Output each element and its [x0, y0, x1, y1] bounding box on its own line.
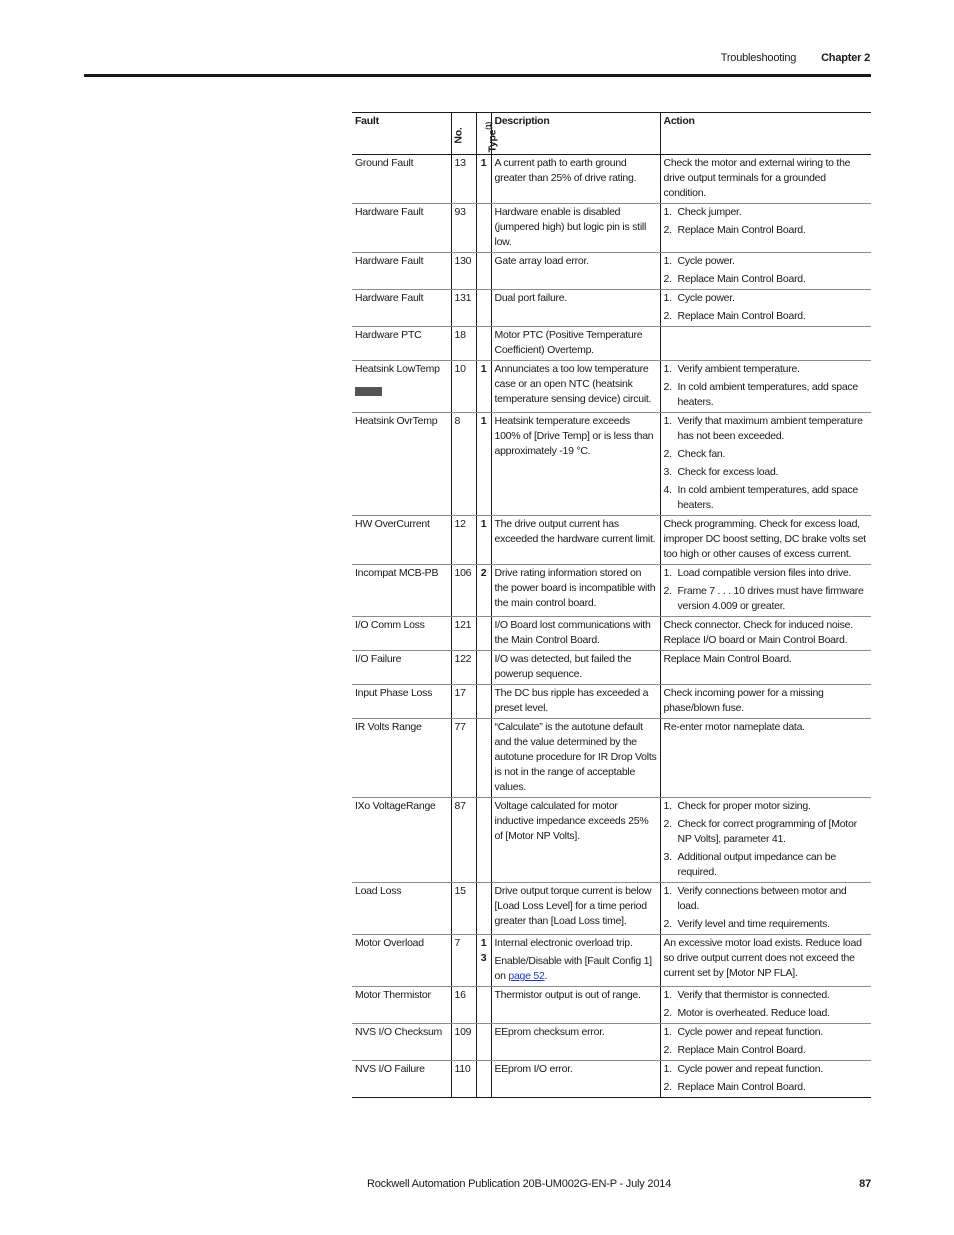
fault-action: Re-enter motor nameplate data.: [663, 721, 805, 733]
action-step: [664, 988, 869, 1003]
step-number: 1.: [663, 800, 672, 812]
fault-name-cell: [352, 651, 451, 685]
fault-name: IR Volts Range: [355, 721, 422, 733]
fault-type-cell: [476, 798, 491, 883]
fault-name: Hardware PTC: [355, 329, 422, 341]
fault-description-cell: [491, 327, 660, 361]
table-row: [352, 413, 871, 516]
action-steps: [664, 1062, 869, 1095]
step-number: 1.: [663, 1026, 672, 1038]
fault-name: Hardware Fault: [355, 255, 424, 267]
table-row: [352, 290, 871, 327]
header-action: Action: [660, 113, 871, 155]
fault-description-cell: [491, 883, 660, 935]
fault-type-cell: [476, 565, 491, 617]
table-row: [352, 651, 871, 685]
fault-number: 10: [451, 361, 476, 413]
step-number: 2.: [663, 224, 672, 236]
action-steps: [664, 799, 869, 880]
fault-marker-icon: [355, 387, 382, 396]
fault-name: Heatsink LowTemp: [355, 363, 440, 375]
fault-name-cell: [352, 253, 451, 290]
action-steps: [664, 884, 869, 932]
step-text: Motor is overheated. Reduce load.: [677, 1007, 830, 1019]
fault-name-cell: [352, 883, 451, 935]
fault-number: 110: [451, 1061, 476, 1098]
fault-name: NVS I/O Failure: [355, 1063, 425, 1075]
fault-description-cell: [491, 516, 660, 565]
fault-name: Incompat MCB-PB: [355, 567, 439, 579]
fault-description-cell: [491, 155, 660, 204]
note-text: Enable/Disable with [Fault Config 1] on: [494, 955, 652, 982]
step-text: Frame 7 . . . 10 drives must have firmware version 4.009 or greater.: [677, 585, 864, 612]
header-type: [476, 113, 499, 155]
fault-name: Hardware Fault: [355, 292, 424, 304]
page-number: 87: [859, 1178, 871, 1190]
fault-description: Internal electronic overload trip.: [494, 937, 633, 949]
fault-type-cell: [476, 413, 491, 516]
action-step: [664, 1062, 869, 1077]
action-steps: [664, 988, 869, 1021]
fault-description: The DC bus ripple has exceeded a preset level.: [494, 687, 649, 714]
table-row: [352, 617, 871, 651]
fault-name: Load Loss: [355, 885, 402, 897]
fault-name-cell: [352, 413, 451, 516]
fault-description: Drive rating information stored on the power board is incompatible with the main control board.: [494, 567, 656, 609]
step-text: Verify that maximum ambient temperature has not been exceeded.: [677, 415, 863, 442]
fault-type: 1: [480, 518, 487, 530]
fault-name: Heatsink OvrTemp: [355, 415, 438, 427]
fault-action-cell: [660, 798, 871, 883]
fault-number: 13: [451, 155, 476, 204]
fault-action-cell: [660, 253, 871, 290]
fault-description-cell: [491, 413, 660, 516]
fault-name: Motor Thermistor: [355, 989, 431, 1001]
fault-name-cell: [352, 987, 451, 1024]
step-number: 2.: [663, 310, 672, 322]
fault-name: HW OverCurrent: [355, 518, 430, 530]
fault-number: 16: [451, 987, 476, 1024]
fault-type-cell: [476, 204, 491, 253]
table-row: [352, 685, 871, 719]
action-step: [664, 1025, 869, 1040]
fault-name-cell: [352, 1024, 451, 1061]
fault-name: I/O Failure: [355, 653, 402, 665]
fault-action-cell: [660, 290, 871, 327]
step-number: 2.: [663, 1044, 672, 1056]
fault-name: NVS I/O Checksum: [355, 1026, 443, 1038]
step-text: Check jumper.: [677, 206, 742, 218]
fault-type: 1: [480, 415, 487, 427]
action-steps: [664, 291, 869, 324]
action-steps: [664, 414, 869, 513]
step-text: Replace Main Control Board.: [677, 1044, 806, 1056]
fault-type-cell: [476, 327, 491, 361]
step-text: Replace Main Control Board.: [677, 273, 806, 285]
step-number: 2.: [663, 448, 672, 460]
table-header-row: [352, 113, 871, 155]
fault-description: “Calculate” is the autotune default and the value determined by the autotune procedure for IR Drop Volts is not in the range of acceptable values.: [494, 721, 657, 793]
fault-type-cell: [476, 883, 491, 935]
fault-description-cell: [491, 565, 660, 617]
action-step: [664, 483, 869, 513]
step-text: Check for excess load.: [677, 466, 779, 478]
fault-action: Check incoming power for a missing phase/blown fuse.: [663, 687, 824, 714]
fault-description: EEprom checksum error.: [494, 1026, 605, 1038]
fault-description-cell: [491, 719, 660, 798]
step-number: 1.: [663, 885, 672, 897]
fault-action-cell: [660, 361, 871, 413]
fault-number: 17: [451, 685, 476, 719]
fault-description-cell: [491, 935, 660, 987]
fault-action-cell: [660, 516, 871, 565]
fault-type-cell: [476, 1061, 491, 1098]
fault-name-cell: [352, 327, 451, 361]
step-text: Cycle power and repeat function.: [677, 1026, 824, 1038]
action-step: [664, 414, 869, 444]
table-row: [352, 361, 871, 413]
step-number: 1.: [663, 255, 672, 267]
fault-description-cell: [491, 253, 660, 290]
fault-name-cell: [352, 685, 451, 719]
action-step: [664, 309, 869, 324]
step-text: Additional output impedance can be required.: [677, 851, 836, 878]
step-text: Verify level and time requirements.: [677, 918, 830, 930]
fault-name-cell: [352, 935, 451, 987]
fault-number: 106: [451, 565, 476, 617]
action-step: [664, 884, 869, 914]
fault-name-cell: [352, 516, 451, 565]
fault-number: 8: [451, 413, 476, 516]
step-number: 2.: [663, 1081, 672, 1093]
fault-description: Drive output torque current is below [Load Loss Level] for a time period greater than [Load Loss time].: [494, 885, 652, 927]
fault-action-cell: [660, 155, 871, 204]
action-step: [664, 817, 869, 847]
step-number: 2.: [663, 918, 672, 930]
table-row: [352, 719, 871, 798]
fault-number: 12: [451, 516, 476, 565]
table-row: [352, 253, 871, 290]
action-step: [664, 205, 869, 220]
fault-type-cell: [476, 935, 491, 987]
step-number: 1.: [663, 363, 672, 375]
fault-type-cell: [476, 361, 491, 413]
fault-description-cell: [491, 651, 660, 685]
fault-description: Voltage calculated for motor inductive impedance exceeds 25% of [Motor NP Volts].: [494, 800, 649, 842]
fault-action-cell: [660, 651, 871, 685]
fault-type-cell: [476, 253, 491, 290]
fault-action-cell: [660, 987, 871, 1024]
fault-name-cell: [352, 565, 451, 617]
action-step: [664, 380, 869, 410]
step-number: 1.: [663, 292, 672, 304]
fault-name-cell: [352, 361, 451, 413]
step-text: Verify connections between motor and load.: [677, 885, 847, 912]
fault-action-cell: [660, 719, 871, 798]
fault-description: I/O was detected, but failed the powerup sequence.: [494, 653, 632, 680]
table-row: [352, 1061, 871, 1098]
fault-action: Check connector. Check for induced noise. Replace I/O board or Main Control Board.: [663, 619, 853, 646]
fault-action-cell: [660, 1061, 871, 1098]
chapter-label: Chapter 2: [821, 52, 870, 64]
fault-name: Hardware Fault: [355, 206, 424, 218]
fault-description-cell: [491, 798, 660, 883]
step-number: 3.: [663, 851, 672, 863]
action-steps: [664, 566, 869, 614]
fault-description-cell: [491, 204, 660, 253]
fault-description: I/O Board lost communications with the Main Control Board.: [494, 619, 651, 646]
fault-number: 109: [451, 1024, 476, 1061]
fault-number: 15: [451, 883, 476, 935]
fault-number: 18: [451, 327, 476, 361]
action-steps: [664, 1025, 869, 1058]
fault-action-cell: [660, 617, 871, 651]
fault-number: 131: [451, 290, 476, 327]
fault-number: 122: [451, 651, 476, 685]
fault-action-cell: [660, 327, 871, 361]
fault-description: Dual port failure.: [494, 292, 568, 304]
fault-description-cell: [491, 290, 660, 327]
step-text: Replace Main Control Board.: [677, 310, 806, 322]
fault-type: 1: [480, 937, 487, 949]
step-text: Check for proper motor sizing.: [677, 800, 811, 812]
step-number: 3.: [663, 466, 672, 478]
fault-description-note: [495, 954, 657, 984]
fault-description-cell: [491, 1061, 660, 1098]
table-row: [352, 155, 871, 204]
table-row: [352, 883, 871, 935]
step-text: Cycle power.: [677, 255, 735, 267]
fault-name: Motor Overload: [355, 937, 424, 949]
fault-action-cell: [660, 685, 871, 719]
action-steps: [664, 362, 869, 410]
header-description: Description: [491, 113, 660, 155]
table-row: [352, 327, 871, 361]
fault-description: Thermistor output is out of range.: [494, 989, 641, 1001]
fault-description: A current path to earth ground greater than 25% of drive rating.: [494, 157, 637, 184]
table-row: [352, 798, 871, 883]
fault-name-cell: [352, 1061, 451, 1098]
table-row: [352, 1024, 871, 1061]
fault-description: EEprom I/O error.: [494, 1063, 573, 1075]
step-text: Check for correct programming of [Motor NP Volts], parameter 41.: [677, 818, 857, 845]
step-text: Cycle power and repeat function.: [677, 1063, 824, 1075]
fault-type-cell: [476, 685, 491, 719]
fault-name-cell: [352, 719, 451, 798]
fault-number: 121: [451, 617, 476, 651]
table-row: [352, 987, 871, 1024]
header-no: [451, 113, 476, 155]
action-step: [664, 447, 869, 462]
fault-action: An excessive motor load exists. Reduce load so drive output current does not exceed the current set by [Motor NP FLA].: [663, 937, 862, 979]
header-type-label: Type: [486, 129, 499, 153]
fault-type-cell: [476, 719, 491, 798]
fault-action-cell: [660, 204, 871, 253]
action-steps: [664, 254, 869, 287]
fault-description-cell: [491, 987, 660, 1024]
fault-description-cell: [491, 617, 660, 651]
action-steps: [664, 205, 869, 238]
fault-type-secondary: 3: [480, 952, 487, 964]
section-title: Troubleshooting: [720, 52, 797, 64]
fault-name-cell: [352, 617, 451, 651]
fault-name: Ground Fault: [355, 157, 414, 169]
page-reference-link[interactable]: page 52: [508, 970, 545, 982]
publication-info: Rockwell Automation Publication 20B-UM002G-EN-P - July 2014: [367, 1178, 672, 1190]
step-number: 4.: [663, 484, 672, 496]
action-step: [664, 291, 869, 306]
fault-type: 2: [480, 567, 487, 579]
fault-number: 87: [451, 798, 476, 883]
action-step: [664, 223, 869, 238]
action-step: [664, 1006, 869, 1021]
fault-type-cell: [476, 651, 491, 685]
fault-description-cell: [491, 361, 660, 413]
fault-table: [352, 112, 871, 1098]
action-step: [664, 799, 869, 814]
action-step: [664, 584, 869, 614]
fault-number: 7: [451, 935, 476, 987]
fault-name-cell: [352, 798, 451, 883]
table-row: [352, 516, 871, 565]
fault-action-cell: [660, 883, 871, 935]
step-text: Replace Main Control Board.: [677, 224, 806, 236]
fault-number: 130: [451, 253, 476, 290]
fault-action: Replace Main Control Board.: [663, 653, 792, 665]
fault-name-cell: [352, 155, 451, 204]
fault-name-cell: [352, 204, 451, 253]
fault-type-cell: [476, 617, 491, 651]
step-number: 1.: [663, 567, 672, 579]
step-number: 1.: [663, 415, 672, 427]
fault-type-cell: [476, 155, 491, 204]
action-step: [664, 362, 869, 377]
action-step: [664, 254, 869, 269]
fault-type-cell: [476, 1024, 491, 1061]
step-number: 1.: [663, 1063, 672, 1075]
fault-type-cell: [476, 290, 491, 327]
fault-description: Hardware enable is disabled (jumpered high) but logic pin is still low.: [494, 206, 647, 248]
step-number: 2.: [663, 381, 672, 393]
step-text: Load compatible version files into drive.: [677, 567, 852, 579]
action-step: [664, 465, 869, 480]
table-row: [352, 565, 871, 617]
header-rule: [84, 74, 871, 77]
table-row: [352, 935, 871, 987]
fault-description-cell: [491, 685, 660, 719]
fault-description: Motor PTC (Positive Temperature Coefficient) Overtemp.: [494, 329, 643, 356]
fault-action-cell: [660, 1024, 871, 1061]
fault-type-cell: [476, 987, 491, 1024]
step-text: In cold ambient temperatures, add space heaters.: [677, 381, 859, 408]
table-row: [352, 204, 871, 253]
fault-name: I/O Comm Loss: [355, 619, 425, 631]
fault-type-cell: [476, 516, 491, 565]
fault-description: Annunciates a too low temperature case or an open NTC (heatsink temperature sensing device) circuit.: [494, 363, 652, 405]
fault-action-cell: [660, 413, 871, 516]
action-step: [664, 917, 869, 932]
fault-action-cell: [660, 935, 871, 987]
action-step: [664, 272, 869, 287]
note-suffix: .: [544, 970, 548, 982]
fault-description: The drive output current has exceeded the hardware current limit.: [494, 518, 656, 545]
action-step: [664, 1080, 869, 1095]
fault-number: 93: [451, 204, 476, 253]
fault-description-cell: [491, 1024, 660, 1061]
step-number: 1.: [663, 989, 672, 1001]
fault-action: Check programming. Check for excess load, improper DC boost setting, DC brake volts set too high or other causes of excess current.: [663, 518, 866, 560]
step-number: 2.: [663, 818, 672, 830]
fault-action-cell: [660, 565, 871, 617]
fault-name: Input Phase Loss: [355, 687, 433, 699]
fault-name-cell: [352, 290, 451, 327]
fault-type: 1: [480, 157, 487, 169]
step-text: Check fan.: [677, 448, 726, 460]
step-number: 1.: [663, 206, 672, 218]
step-text: Verify that thermistor is connected.: [677, 989, 830, 1001]
fault-name: IXo VoltageRange: [355, 800, 436, 812]
running-header: [721, 52, 870, 64]
fault-description: Gate array load error.: [494, 255, 589, 267]
header-fault: Fault: [352, 113, 451, 155]
action-step: [664, 850, 869, 880]
fault-description: Heatsink temperature exceeds 100% of [Drive Temp] or is less than approximately -19 °C.: [494, 415, 654, 457]
action-step: [664, 566, 869, 581]
action-step: [664, 1043, 869, 1058]
fault-number: 77: [451, 719, 476, 798]
step-text: Verify ambient temperature.: [677, 363, 800, 375]
header-no-label: No.: [452, 127, 465, 144]
header-type-footnote: (1): [485, 121, 493, 130]
step-text: Replace Main Control Board.: [677, 1081, 806, 1093]
fault-rows: [352, 155, 871, 1098]
fault-action: Check the motor and external wiring to the drive output terminals for a grounded condition.: [663, 157, 851, 199]
step-number: 2.: [663, 273, 672, 285]
step-number: 2.: [663, 1007, 672, 1019]
step-number: 2.: [663, 585, 672, 597]
fault-type: 1: [480, 363, 487, 375]
step-text: Cycle power.: [677, 292, 735, 304]
step-text: In cold ambient temperatures, add space heaters.: [677, 484, 859, 511]
